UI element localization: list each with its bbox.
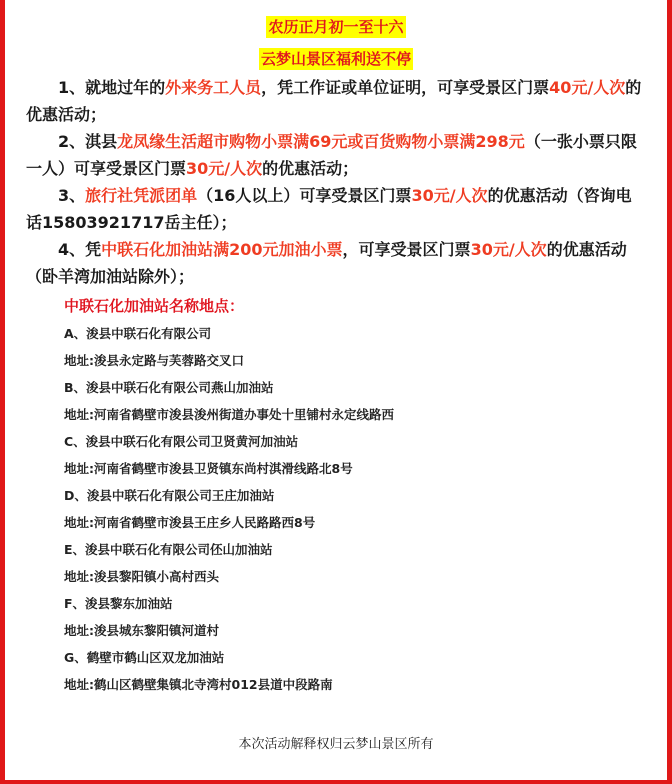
offer-highlight: 旅行社凭派团单	[85, 186, 198, 205]
offer-text: 的优惠活动（咨询电话15803921717岳主任）；	[26, 186, 632, 232]
station-name: C、浚县中联石化有限公司卫贤黄河加油站	[64, 434, 299, 449]
offer-item	[26, 236, 646, 290]
footer-note: 本次活动解释权归云梦山景区所有	[238, 737, 434, 752]
title-line-2: 云梦山景区福利送不停	[260, 50, 411, 68]
offer-text: （一张小票只限一人）可享受景区门票	[26, 132, 637, 178]
offer-text: 的优惠活动（卧羊湾加油站除外）；	[26, 240, 627, 286]
station-address: 地址:河南省鹤壁市浚县卫贤镇东尚村淇滑线路北8号	[64, 461, 353, 476]
stations-heading: 中联石化加油站名称地点：	[64, 297, 245, 315]
offer-item	[26, 182, 646, 236]
station-name: F、浚县黎东加油站	[64, 596, 173, 611]
offer-highlight: 龙凤缘生活超市购物小票满69元或百货购物小票满298元	[117, 132, 525, 151]
station-address: 地址:浚县永定路与芙蓉路交叉口	[64, 353, 244, 368]
offer-highlight: 30元/人次	[470, 240, 547, 259]
station-name: E、浚县中联石化有限公司伾山加油站	[64, 542, 273, 557]
offer-text: 4、凭	[58, 240, 102, 259]
offer-item	[26, 74, 646, 128]
station-name: D、浚县中联石化有限公司王庄加油站	[64, 488, 275, 503]
station-address: 地址:河南省鹤壁市浚县浚州街道办事处十里铺村永定线路西	[64, 407, 394, 422]
station-list	[64, 320, 646, 698]
station-name: G、鹤壁市鹤山区双龙加油站	[64, 650, 225, 665]
station-address: 地址:浚县黎阳镇小高村西头	[64, 569, 219, 584]
offer-text: 1、就地过年的	[58, 78, 166, 97]
offer-text: 3、	[58, 186, 86, 205]
offer-text: ，凭工作证或单位证明，可享受景区门票	[261, 78, 550, 97]
offer-text: ，可享受景区门票	[342, 240, 471, 259]
offer-text: （16人以上）可享受景区门票	[197, 186, 412, 205]
offer-highlight: 30元/人次	[411, 186, 488, 205]
station-address: 地址:河南省鹤壁市浚县王庄乡人民路路西8号	[64, 515, 316, 530]
offer-text: 的优惠活动；	[262, 159, 359, 178]
frame-bottom-border	[0, 780, 672, 784]
offer-highlight: 外来务工人员	[165, 78, 262, 97]
station-address: 地址:鹤山区鹤壁集镇北寺湾村012县道中段路南	[64, 677, 333, 692]
offer-text: 的优惠活动；	[26, 78, 642, 124]
offer-list	[26, 74, 646, 290]
offer-highlight: 30元/人次	[186, 159, 263, 178]
notice-content	[26, 12, 646, 698]
offer-text: 2、淇县	[58, 132, 118, 151]
station-name: A、浚县中联石化有限公司	[64, 326, 212, 341]
title-line-1: 农历正月初一至十六	[268, 18, 404, 36]
title-row-2	[26, 44, 646, 74]
station-address: 地址:浚县城东黎阳镇河道村	[64, 623, 219, 638]
offer-highlight: 40元/人次	[549, 78, 626, 97]
offer-item	[26, 128, 646, 182]
offer-highlight: 中联石化加油站满200元加油小票	[101, 240, 343, 259]
station-name: B、浚县中联石化有限公司燕山加油站	[64, 380, 274, 395]
title-row-1	[26, 12, 646, 42]
